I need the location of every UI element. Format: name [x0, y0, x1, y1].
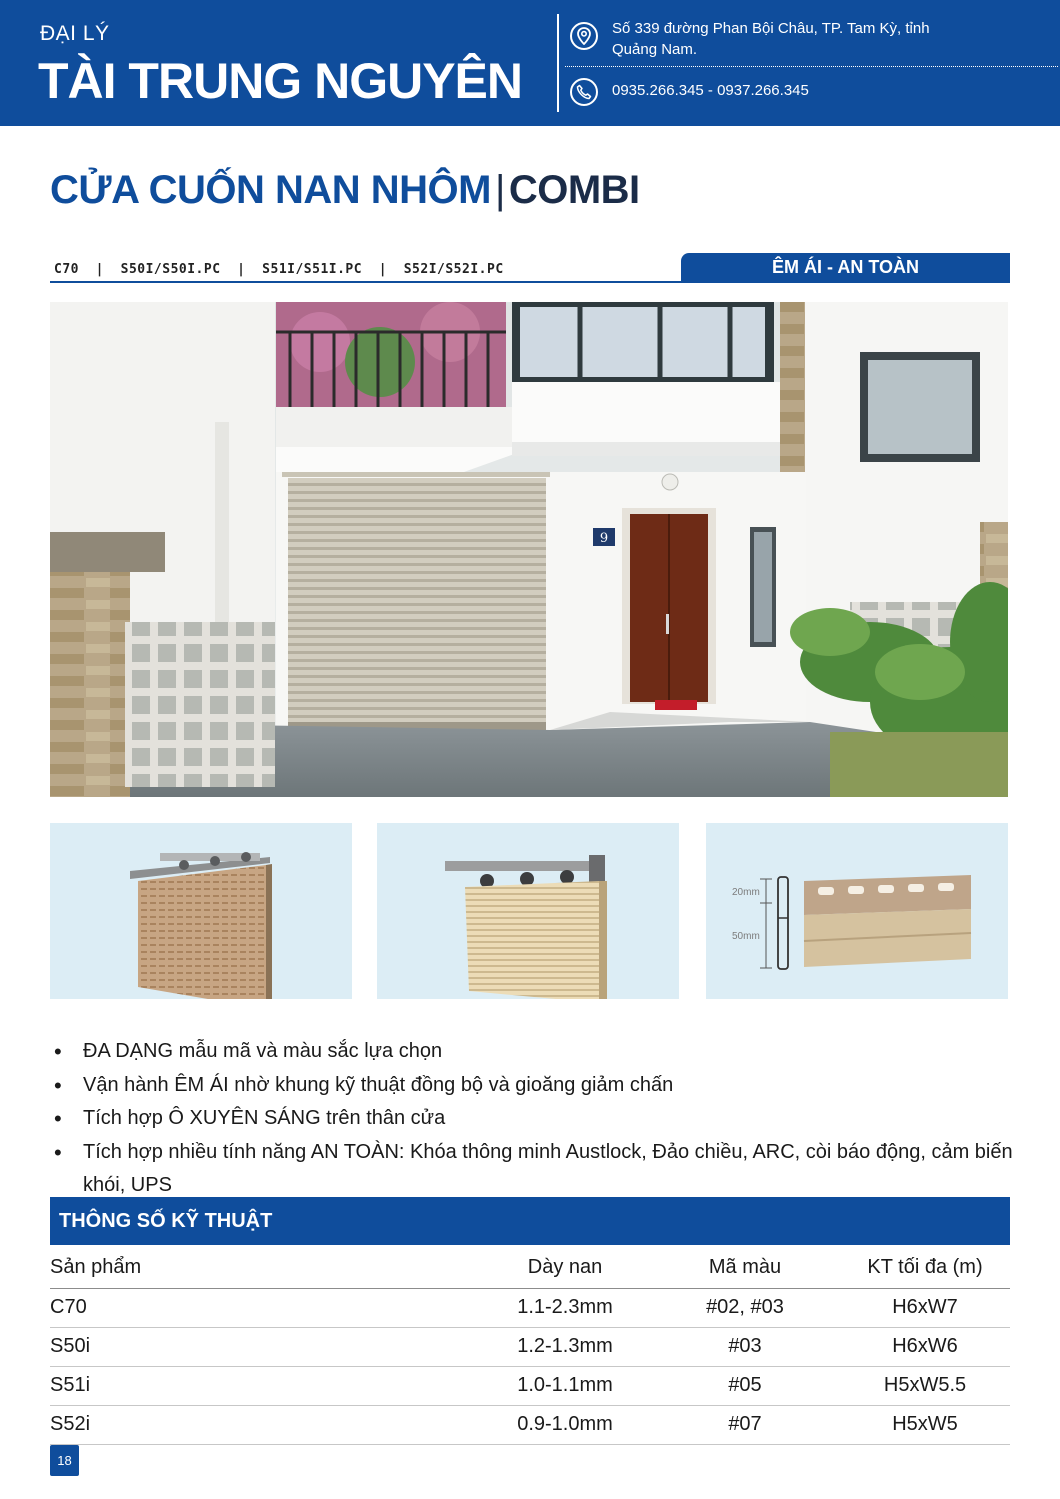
feature-item: • Tích hợp Ô XUYÊN SÁNG trên thân cửa: [50, 1102, 1020, 1136]
cell-color-code: #03: [650, 1327, 840, 1366]
cell-color-code: #02, #03: [650, 1288, 840, 1327]
address-text: Số 339 đường Phan Bội Châu, TP. Tam Kỳ, tỉnh Quảng Nam.: [612, 20, 930, 58]
cell-color-code: #07: [650, 1405, 840, 1444]
table-row: [50, 1288, 1010, 1327]
cell-product: C70: [50, 1288, 480, 1327]
spec-table: [50, 1248, 1010, 1445]
page-number: 18: [50, 1445, 79, 1476]
dim-bottom-label: 50mm: [732, 931, 760, 942]
page-title: [50, 168, 640, 213]
table-row: [50, 1405, 1010, 1444]
cell-product: S51i: [50, 1366, 480, 1405]
title-separator: |: [494, 168, 505, 212]
brand-name: TÀI TRUNG NGUYÊN: [38, 53, 522, 109]
table-row: [50, 1366, 1010, 1405]
thumbnail-perforated-door: [50, 823, 352, 999]
cell-thickness: 0.9-1.0mm: [480, 1405, 650, 1444]
model-list: C70 | S50I/S50I.PC | S51I/S51I.PC | S52I/S52I.PC: [54, 262, 504, 277]
cell-max-size: H5xW5.5: [840, 1366, 1010, 1405]
header-banner: [0, 0, 1060, 126]
cell-max-size: H6xW7: [840, 1288, 1010, 1327]
agent-label: ĐẠI LÝ: [40, 22, 110, 45]
thumbnail-slat-profile: [706, 823, 1008, 999]
cell-thickness: 1.1-2.3mm: [480, 1288, 650, 1327]
col-header-product: Sản phẩm: [50, 1248, 480, 1288]
cell-thickness: 1.0-1.1mm: [480, 1366, 650, 1405]
feature-item: • Tích hợp nhiều tính năng AN TOÀN: Khóa thông minh Austlock, Đảo chiều, ARC, còi báo động, cảm biến khói, UPS: [50, 1136, 1020, 1203]
cell-thickness: 1.2-1.3mm: [480, 1327, 650, 1366]
cell-max-size: H5xW5: [840, 1405, 1010, 1444]
thumbnail-solid-door: [377, 823, 679, 999]
cell-max-size: H6xW6: [840, 1327, 1010, 1366]
tagline-badge: ÊM ÁI - AN TOÀN: [681, 253, 1010, 282]
feature-list: [50, 1035, 1020, 1203]
header-divider: [557, 14, 559, 112]
house-number: 9: [599, 531, 609, 546]
col-header-thickness: Dày nan: [480, 1248, 650, 1288]
title-sub: COMBI: [508, 168, 640, 212]
header-dotted-divider: [565, 66, 1058, 67]
title-main: CỬA CUỐN NAN NHÔM: [50, 168, 491, 212]
phone-text: 0935.266.345 - 0937.266.345: [612, 82, 809, 99]
table-header-row: [50, 1248, 1010, 1288]
cell-product: S50i: [50, 1327, 480, 1366]
col-header-color-code: Mã màu: [650, 1248, 840, 1288]
phone-icon: [570, 78, 598, 106]
feature-item: • ĐA DẠNG mẫu mã và màu sắc lựa chọn: [50, 1035, 1020, 1069]
map-pin-icon: [570, 22, 598, 50]
feature-item: • Vận hành ÊM ÁI nhờ khung kỹ thuật đồng bộ và gioăng giảm chấn: [50, 1069, 1020, 1103]
house-photo: [50, 302, 1008, 797]
table-row: [50, 1327, 1010, 1366]
cell-product: S52i: [50, 1405, 480, 1444]
dim-top-label: 20mm: [732, 887, 760, 898]
spec-heading: THÔNG SỐ KỸ THUẬT: [50, 1197, 1010, 1245]
col-header-max-size: KT tối đa (m): [840, 1248, 1010, 1288]
cell-color-code: #05: [650, 1366, 840, 1405]
